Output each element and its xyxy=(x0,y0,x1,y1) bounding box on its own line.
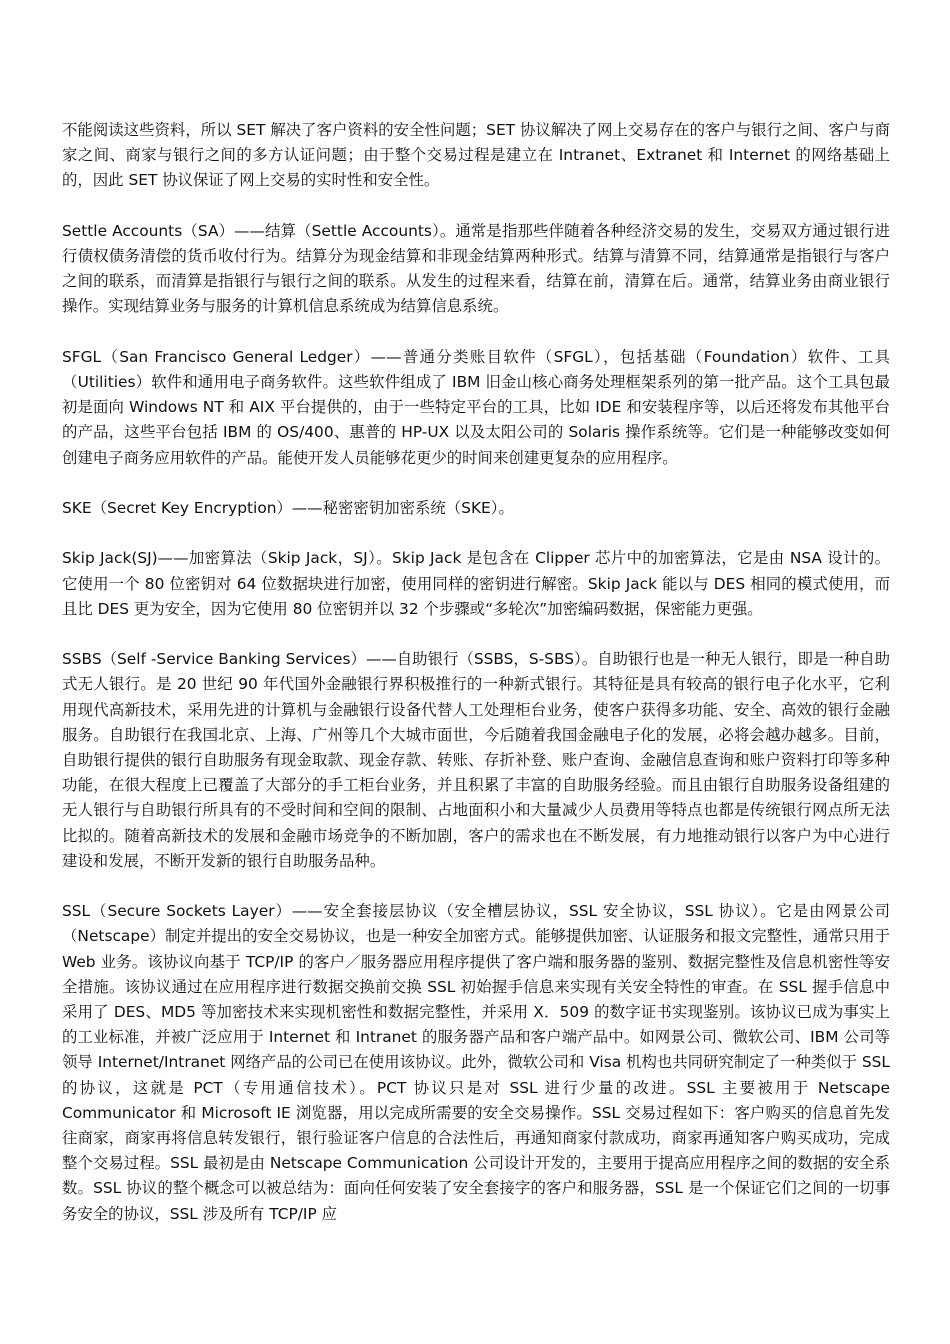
paragraph-ssl: SSL（Secure Sockets Layer）——安全套接层协议（安全槽层协议，SSL 安全协议，SSL 协议）。它是由网景公司（Netscape）制定并提出的安全交易协议，也是一种安全加密方式。能够提供加密、认证服务和报文完整性，通常只用于 Web 业务。该协议向基于 TCP/IP 的客户／服务器应用程序提供了客户端和服务器的鉴别、数据完整性及信息机密性等安全措施。该协议通过在应用程序进行数据交换前交换 SSL 初始握手信息来实现有关安全特性的审查。在 SSL 握手信息中采用了 DES、MD5 等加密技术来实现机密性和数据完整性，并采用 X．509 的数字证书实现鉴别。该协议已成为事实上的工业标准，并被广泛应用于 Internet 和 Intranet 的服务器产品和客户端产品中。如网景公司、微软公司、IBM 公司等领导 Internet/Intranet 网络产品的公司已在使用该协议。此外，微软公司和 Visa 机构也共同研究制定了一种类似于 SSL 的协议，这就是 PCT（专用通信技术）。PCT 协议只是对 SSL 进行少量的改进。SSL 主要被用于 Netscape Communicator 和 Microsoft IE 浏览器，用以完成所需要的安全交易操作。SSL 交易过程如下：客户购买的信息首先发往商家，商家再将信息转发银行，银行验证客户信息的合法性后，再通知商家付款成功，商家再通知客户购买成功，完成整个交易过程。SSL 最初是由 Netscape Communication 公司设计开发的，主要用于提高应用程序之间的数据的安全系数。SSL 协议的整个概念可以被总结为：面向任何安装了安全套接字的客户和服务器，SSL 是一个保证它们之间的一切事务安全的协议，SSL 涉及所有 TCP/IP 应 xyxy=(62,902,890,1223)
document-page xyxy=(62,118,890,1227)
paragraph-ske: SKE（Secret Key Encryption）——秘密密钥加密系统（SKE）。 xyxy=(62,499,514,517)
paragraph-settle-accounts: Settle Accounts（SA）——结算（Settle Accounts）。通常是指那些伴随着各种经济交易的发生，交易双方通过银行进行债权债务清偿的货币收付行为。结算分为现金结算和非现金结算两种形式。结算与清算不同，结算通常是指银行与客户之间的联系，而清算是指银行与银行之间的联系。从发生的过程来看，结算在前，清算在后。通常，结算业务由商业银行操作。实现结算业务与服务的计算机信息系统成为结算信息系统。 xyxy=(62,221,890,316)
paragraph-ssbs: SSBS（Self -Service Banking Services）——自助银行（SSBS，S-SBS）。自助银行也是一种无人银行，即是一种自助式无人银行。是 20 世纪 90 年代国外金融银行界积极推行的一种新式银行。其特征是具有较高的银行电子化水平，它利用现代高新技术，采用先进的计算机与金融银行设备代替人工处理柜台业务，使客户获得多功能、安全、高效的银行金融服务。自助银行在我国北京、上海、广州等几个大城市面世，今后随着我国金融电子化的发展，必将会越办越多。目前，自助银行提供的银行自助服务有现金取款、现金存款、转账、存折补登、账户查询、金融信息查询和账户资料打印等多种功能，在很大程度上已覆盖了大部分的手工柜台业务，并且积累了丰富的自助服务经验。而且由银行自助服务设备组建的无人银行与自助银行所具有的不受时间和空间的限制、占地面积小和大量减少人员费用等特点也都是传统银行网点所无法比拟的。随着高新技术的发展和金融市场竞争的不断加剧，客户的需求也在不断发展，有力地推动银行以客户为中心进行建设和发展，不断开发新的银行自助服务品种。 xyxy=(62,650,890,870)
paragraph-sfgl: SFGL（San Francisco General Ledger）——普通分类账目软件（SFGL），包括基础（Foundation）软件、工具（Utilities）软件和通用电子商务软件。这些软件组成了 IBM 旧金山核心商务处理框架系列的第一批产品。这个工具包最初是面向 Windows NT 和 AIX 平台提供的，由于一些特定平台的工具，比如 IDE 和安装程序等，以后还将发布其他平台的产品，这些平台包括 IBM 的 OS/400、惠普的 HP-UX 以及太阳公司的 Solaris 操作系统等。它们是一种能够改变如何创建电子商务应用软件的产品。能使开发人员能够花更少的时间来创建更复杂的应用程序。 xyxy=(62,347,890,467)
paragraph-skip-jack: Skip Jack(SJ)——加密算法（Skip Jack，SJ）。Skip Jack 是包含在 Clipper 芯片中的加密算法，它是由 NSA 设计的。它使用一个 80 位密钥对 64 位数据块进行加密，使用同样的密钥进行解密。Skip Jack 能以与 DES 相同的模式使用，而且比 DES 更为安全，因为它使用 80 位密钥并以 32 个步骤或“多轮次”加密编码数据，保密能力更强。 xyxy=(62,549,890,618)
paragraph-set-continued: 不能阅读这些资料，所以 SET 解决了客户资料的安全性问题；SET 协议解决了网上交易存在的客户与银行之间、客户与商家之间、商家与银行之间的多方认证问题；由于整个交易过程是建立在 Intranet、Extranet 和 Internet 的网络基础上的，因此 SET 协议保证了网上交易的实时性和安全性。 xyxy=(62,121,890,190)
